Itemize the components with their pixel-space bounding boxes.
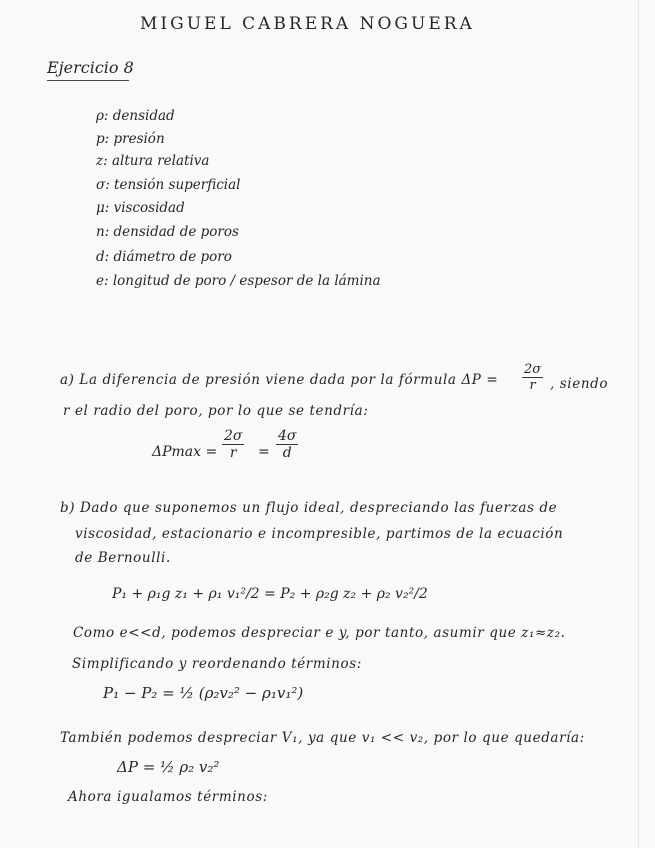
- definition-item: e: longitud de poro / espesor de la lámina: [96, 273, 381, 289]
- part-b-line-5: Simplificando y reordenando términos:: [72, 656, 362, 672]
- definition-item: n: densidad de poros: [96, 224, 239, 240]
- definition-item: ρ: densidad: [96, 108, 175, 124]
- definition-item: d: diámetro de poro: [96, 249, 232, 265]
- exercise-underline: [47, 80, 129, 81]
- part-b-line-6: También podemos despreciar V₁, ya que v₁ << v₂, por lo que quedaría:: [60, 730, 585, 746]
- definition-item: p: presión: [96, 131, 165, 147]
- bernoulli-equation: P₁ + ρ₁g z₁ + ρ₁ v₁²/2 = P₂ + ρ₂g z₂ + ρ₂ v₂²/2: [112, 586, 428, 602]
- part-a-equation-left: ΔPmax =: [152, 444, 218, 460]
- part-b-line-2: viscosidad, estacionario e incompresible, partimos de la ecuación: [75, 526, 564, 542]
- simplified-equation: P₁ − P₂ = ½ (ρ₂v₂² − ρ₁v₁²): [103, 684, 304, 702]
- part-b-line-3: de Bernoulli.: [75, 550, 171, 566]
- definition-item: μ: viscosidad: [96, 200, 185, 216]
- part-b-line-7: Ahora igualamos términos:: [68, 789, 268, 805]
- part-a-fraction-1: $\frac{2\sigma}{r}$: [224, 428, 243, 461]
- part-a-equals: =: [258, 444, 270, 460]
- part-a-line-1: a) La diferencia de presión viene dada por la fórmula ΔP =: [60, 372, 499, 388]
- part-b-line-4: Como e<<d, podemos despreciar e y, por tanto, asumir que z₁≈z₂.: [73, 625, 566, 641]
- definition-item: σ: tensión superficial: [96, 177, 241, 193]
- part-b-line-1: b) Dado que suponemos un flujo ideal, despreciando las fuerzas de: [60, 500, 558, 516]
- part-a-line-1-end: , siendo: [550, 376, 609, 392]
- definition-item: z: altura relativa: [96, 153, 210, 169]
- page-edge-line: [638, 0, 639, 848]
- exercise-heading: Ejercicio 8: [47, 58, 134, 77]
- part-a-line-2: r el radio del poro, por lo que se tendría:: [63, 403, 369, 419]
- author-name: MIGUEL CABRERA NOGUERA: [140, 14, 475, 34]
- part-a-inline-fraction: $\frac{2\sigma}{r}$: [524, 362, 542, 393]
- part-a-fraction-2: $\frac{4\sigma}{d}$: [278, 428, 297, 461]
- pressure-difference-equation: ΔP = ½ ρ₂ v₂²: [117, 758, 220, 776]
